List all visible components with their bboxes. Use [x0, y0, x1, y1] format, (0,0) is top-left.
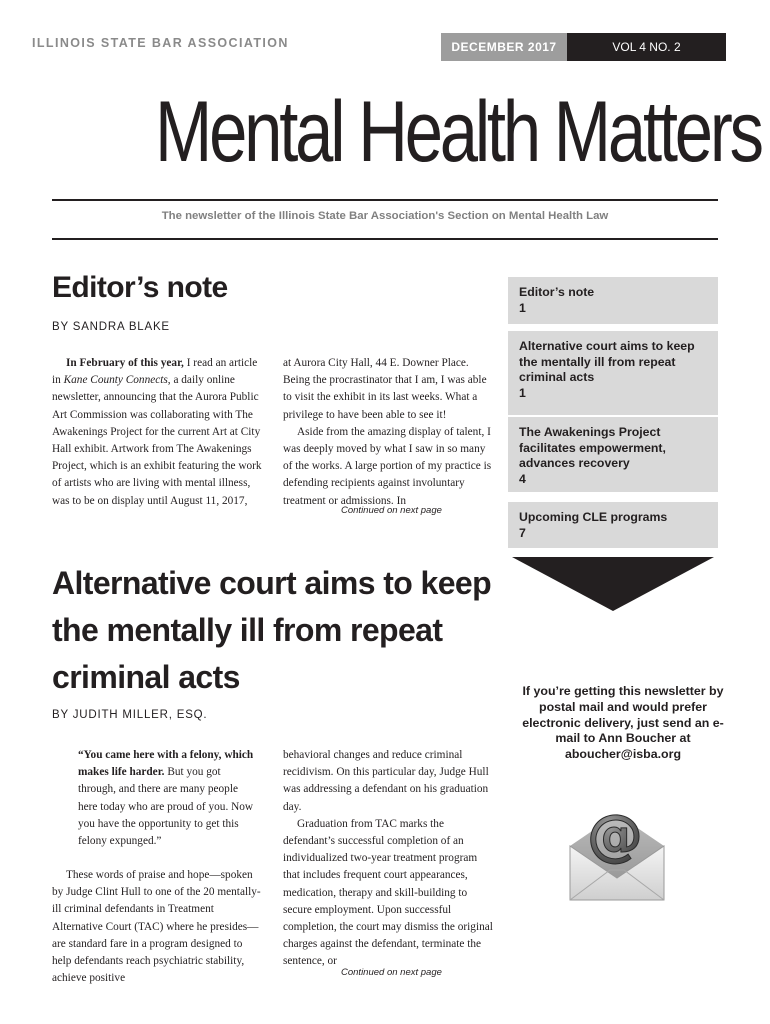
organization-name: ILLINOIS STATE BAR ASSOCIATION — [32, 36, 289, 50]
continued-link[interactable]: Continued on next page — [341, 505, 442, 516]
toc-item-page: 1 — [519, 385, 526, 400]
pull-quote-text: But you got through, and there are many people here today who are proud of you. Now you have the opportunity to get this felony expunged.” — [78, 766, 254, 848]
divider-bottom — [52, 238, 718, 240]
issue-date: DECEMBER 2017 — [441, 33, 567, 61]
divider-top — [52, 199, 718, 201]
toc-item-page: 1 — [519, 300, 526, 315]
issue-volume: VOL 4 NO. 2 — [567, 33, 726, 61]
newsletter-title: Mental Health Matters — [155, 84, 761, 180]
editors-note-paragraph: Aside from the amazing display of talent, I was deeply moved by what I saw in so many of the works. A large portion of my practice is defending recipients against involuntary treatment or admissions. In — [283, 425, 492, 507]
toc-item-cle-programs[interactable] — [508, 502, 718, 548]
editors-note-column-left — [52, 355, 266, 510]
toc-item-page: 4 — [519, 471, 526, 486]
toc-item-editors-note[interactable] — [508, 277, 718, 324]
editors-note-publication: Kane County Connects — [63, 374, 168, 387]
toc-item-title: Editor’s note — [519, 285, 595, 299]
toc-item-title: The Awakenings Project facilitates empowerment, advances recovery — [519, 425, 666, 471]
alt-court-column-left — [52, 867, 264, 987]
editors-note-text: , a daily online newsletter, announcing that the Aurora Public Art Commission was collaborating with The Awakenings Project for the current Art at City Hall exhibit. Artwork from The Awakenings Project, which is an exhibit featuring the work of artists who are living with mental illness, was to be on display until August 11, 2017, — [52, 374, 262, 507]
newsletter-subtitle: The newsletter of the Illinois State Bar Association's Section on Mental Health Law — [161, 210, 609, 222]
editors-note-column-right — [283, 355, 493, 510]
toc-item-alternative-court[interactable] — [508, 331, 718, 415]
alt-court-byline: BY JUDITH MILLER, ESQ. — [52, 709, 208, 721]
down-arrow-icon — [512, 557, 714, 611]
toc-item-page: 7 — [519, 525, 526, 540]
editors-note-lead: In February of this year, — [66, 357, 184, 369]
toc-item-awakenings-project[interactable] — [508, 417, 718, 492]
pull-quote-bold: “You came here with a felony, which makes life harder. — [78, 749, 254, 779]
alt-court-column-right — [283, 747, 493, 971]
editors-note-byline: BY SANDRA BLAKE — [52, 321, 170, 333]
pull-quote — [78, 747, 258, 850]
alt-court-paragraph: behavioral changes and reduce criminal recidivism. On this particular day, Judge Hull was addressing a defendant on his graduation day. — [283, 749, 489, 813]
continued-link[interactable]: Continued on next page — [341, 967, 442, 978]
editors-note-paragraph: at Aurora City Hall, 44 E. Downer Place. Being the procrastinator that I am, I was able to visit the exhibit in its last weeks. What a privilege to have been able to see it! — [283, 357, 487, 421]
toc-item-title: Alternative court aims to keep the mentally ill from repeat criminal acts — [519, 339, 695, 385]
at-symbol: @ — [587, 803, 643, 868]
editors-note-heading: Editor’s note — [52, 271, 228, 304]
toc-item-title: Upcoming CLE programs — [519, 510, 668, 524]
email-delivery-promo: If you’re getting this newsletter by postal mail and would prefer electronic delivery, just send an e-mail to Ann Boucher at aboucher@isba.org — [522, 684, 724, 762]
email-icon — [562, 786, 672, 906]
alt-court-paragraph: Graduation from TAC marks the defendant’s successful completion of an individualized two-year treatment program that includes frequent court appearances, medication, therapy and skill-building to secure employment. Upon successful completion, the court may dismiss the original charges against the defendant, terminate the sentence, or — [283, 817, 493, 968]
alt-court-paragraph: These words of praise and hope—spoken by Judge Clint Hull to one of the 20 mentally-ill criminal defendants in Treatment Alternative Court (TAC) where he presides—are standard fare in a program designed to help defendants reach psychiatric stability, achieve positive — [52, 869, 261, 985]
editors-note-text: I read an article in — [52, 357, 258, 387]
alt-court-heading: Alternative court aims to keep the mentally ill from repeat criminal acts — [52, 565, 492, 695]
